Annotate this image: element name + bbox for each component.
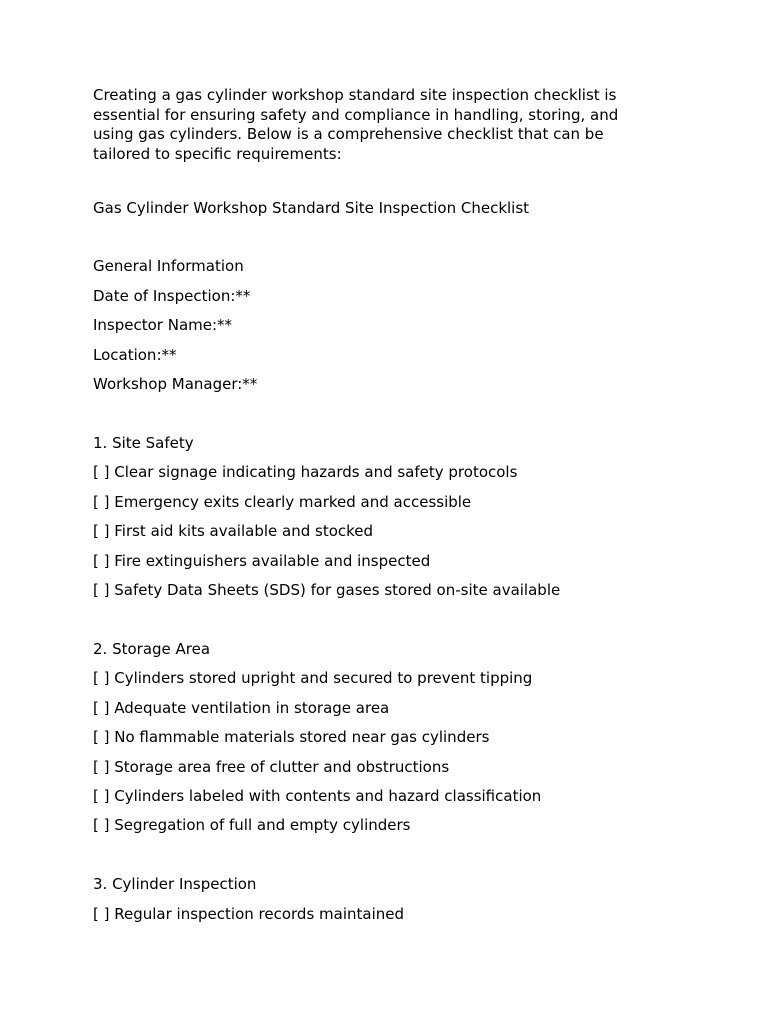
checklist-item: [ ] Emergency exits clearly marked and accessible — [93, 492, 472, 511]
document-page — [93, 86, 653, 929]
checklist-item: [ ] Fire extinguishers available and inspected — [93, 551, 431, 570]
checklist-item: [ ] Segregation of full and empty cylinders — [93, 816, 411, 835]
cylinder-inspection-section — [93, 870, 653, 929]
checklist-item: [ ] Storage area free of clutter and obstructions — [93, 757, 450, 776]
checklist-item: [ ] Regular inspection records maintained — [93, 904, 405, 923]
field-location: Location:** — [93, 345, 177, 364]
section-heading-general: General Information — [93, 257, 244, 276]
general-information-section — [93, 252, 653, 399]
checklist-item: [ ] Clear signage indicating hazards and safety protocols — [93, 463, 518, 482]
field-date-of-inspection: Date of Inspection:** — [93, 286, 251, 305]
field-inspector-name: Inspector Name:** — [93, 316, 233, 335]
intro-paragraph: Creating a gas cylinder workshop standard site inspection checklist is essential for ensuring safety and compliance in handling, storing, and using gas cylinders. Below is a comprehensive checklist that can be tailored to specific requirements: — [93, 86, 619, 163]
checklist-item: [ ] Cylinders stored upright and secured to prevent tipping — [93, 669, 533, 688]
section-heading-storage-area: 2. Storage Area — [93, 639, 211, 658]
checklist-item: [ ] Adequate ventilation in storage area — [93, 698, 390, 717]
section-heading-site-safety: 1. Site Safety — [93, 433, 194, 452]
section-heading-cylinder-inspection: 3. Cylinder Inspection — [93, 875, 257, 894]
storage-area-section — [93, 635, 653, 841]
checklist-item: [ ] No flammable materials stored near gas cylinders — [93, 728, 490, 747]
checklist-item: [ ] Safety Data Sheets (SDS) for gases stored on-site available — [93, 580, 561, 599]
checklist-item: [ ] First aid kits available and stocked — [93, 522, 374, 541]
site-safety-section — [93, 429, 653, 605]
checklist-item: [ ] Cylinders labeled with contents and hazard classification — [93, 786, 542, 805]
checklist-title: Gas Cylinder Workshop Standard Site Inspection Checklist — [93, 198, 530, 217]
field-workshop-manager: Workshop Manager:** — [93, 375, 258, 394]
